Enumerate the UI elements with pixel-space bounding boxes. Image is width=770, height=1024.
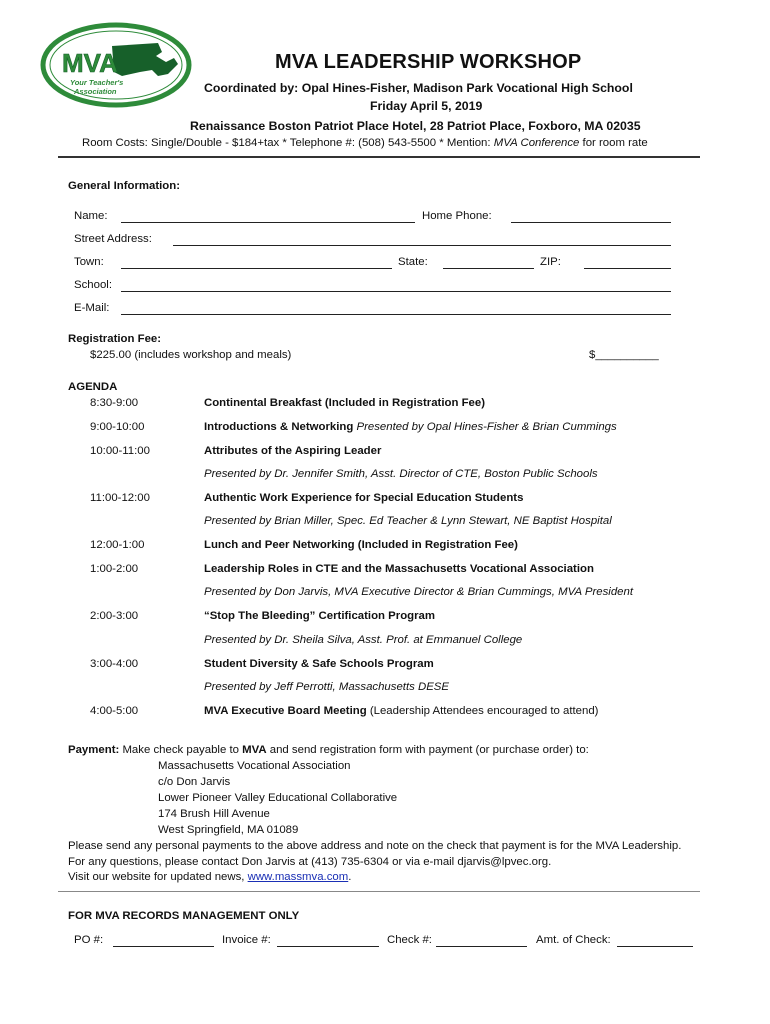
invoice-label: Invoice #: xyxy=(222,934,271,946)
school-label: School: xyxy=(74,279,112,291)
registration-heading: Registration Fee: xyxy=(68,333,162,345)
street-field[interactable] xyxy=(173,245,671,246)
state-label: State: xyxy=(398,256,428,268)
logo-tagline-1: Your Teacher's xyxy=(70,78,124,87)
home-phone-field[interactable] xyxy=(511,222,671,223)
agenda-heading: AGENDA xyxy=(68,381,118,393)
event-date: Friday April 5, 2019 xyxy=(370,99,483,113)
address-line: Lower Pioneer Valley Educational Collaborative xyxy=(158,792,398,804)
agenda-time: 1:00-2:00 xyxy=(90,563,139,575)
payment-line: Payment: Make check payable to MVA and send registration form with payment (or purchase order) to: xyxy=(68,744,589,756)
agenda-title: Attributes of the Aspiring Leader xyxy=(204,445,382,457)
venue: Renaissance Boston Patriot Place Hotel, 28 Patriot Place, Foxboro, MA 02035 xyxy=(190,119,641,133)
agenda-time: 8:30-9:00 xyxy=(90,397,139,409)
massachusetts-shape-icon xyxy=(112,43,178,76)
payment-note: Please send any personal payments to the above address and note on the check that payment is for the MVA Leadership. xyxy=(68,840,682,852)
agenda-time: 2:00-3:00 xyxy=(90,610,139,622)
logo-text: MVA xyxy=(62,48,118,78)
zip-field[interactable] xyxy=(584,268,671,269)
general-heading: General Information: xyxy=(68,180,181,192)
agenda-presenter: Presented by Dr. Jennifer Smith, Asst. Director of CTE, Boston Public Schools xyxy=(204,468,598,480)
agenda-title: Lunch and Peer Networking (Included in Registration Fee) xyxy=(204,539,518,551)
website-line: Visit our website for updated news, www.massmva.com. xyxy=(68,871,352,883)
check-field[interactable] xyxy=(436,946,527,947)
agenda-title: Leadership Roles in CTE and the Massachusetts Vocational Association xyxy=(204,563,594,575)
agenda-time: 10:00-11:00 xyxy=(90,445,150,457)
address-line: 174 Brush Hill Avenue xyxy=(158,808,270,820)
page-title: MVA LEADERSHIP WORKSHOP xyxy=(275,51,582,73)
invoice-field[interactable] xyxy=(277,946,379,947)
name-field[interactable] xyxy=(121,222,415,223)
amount-label: Amt. of Check: xyxy=(536,934,611,946)
agenda-presenter: Presented by Brian Miller, Spec. Ed Teacher & Lynn Stewart, NE Baptist Hospital xyxy=(204,515,612,527)
po-label: PO #: xyxy=(74,934,104,946)
questions-contact: For any questions, please contact Don Jarvis at (413) 735-6304 or via e-mail djarvis@lpvec.org. xyxy=(68,856,552,868)
registration-fee: $225.00 (includes workshop and meals) xyxy=(90,349,292,361)
school-field[interactable] xyxy=(121,291,671,292)
state-field[interactable] xyxy=(443,268,534,269)
agenda-presenter: Presented by Dr. Sheila Silva, Asst. Prof. at Emmanuel College xyxy=(204,634,523,646)
address-line: West Springfield, MA 01089 xyxy=(158,824,299,836)
agenda-time: 11:00-12:00 xyxy=(90,492,150,504)
agenda-note: (Leadership Attendees encouraged to attend) xyxy=(366,705,599,717)
agenda-title: Continental Breakfast (Included in Registration Fee) xyxy=(204,397,486,409)
logo-tagline-2: Association xyxy=(74,87,117,96)
agenda-title: MVA Executive Board Meeting xyxy=(204,705,367,717)
street-label: Street Address: xyxy=(74,233,152,245)
agenda-time: 9:00-10:00 xyxy=(90,421,145,433)
agenda-presenter: Presented by Opal Hines-Fisher & Brian Cummings xyxy=(353,421,617,433)
coordinator: Coordinated by: Opal Hines-Fisher, Madison Park Vocational High School xyxy=(204,81,633,95)
name-label: Name: xyxy=(74,210,108,222)
records-heading: FOR MVA RECORDS MANAGEMENT ONLY xyxy=(68,910,300,922)
website-link[interactable]: www.massmva.com xyxy=(247,871,349,883)
home-phone-label: Home Phone: xyxy=(422,210,492,222)
po-field[interactable] xyxy=(113,946,214,947)
agenda-time: 3:00-4:00 xyxy=(90,658,139,670)
email-label: E-Mail: xyxy=(74,302,110,314)
agenda-title: “Stop The Bleeding” Certification Program xyxy=(204,610,435,622)
email-field[interactable] xyxy=(121,314,671,315)
agenda-title: Authentic Work Experience for Special Education Students xyxy=(204,492,524,504)
mva-logo xyxy=(40,22,192,108)
agenda-presenter: Presented by Jeff Perrotti, Massachusetts DESE xyxy=(204,681,450,693)
records-divider xyxy=(58,891,700,892)
town-label: Town: xyxy=(74,256,104,268)
town-field[interactable] xyxy=(121,268,392,269)
address-line: Massachusetts Vocational Association xyxy=(158,760,351,772)
agenda-time: 12:00-1:00 xyxy=(90,539,145,551)
agenda-item xyxy=(204,705,598,717)
agenda-time: 4:00-5:00 xyxy=(90,705,139,717)
room-costs: Room Costs: Single/Double - $184+tax * Telephone #: (508) 543-5500 * Mention: MVA Conference for room rate xyxy=(82,137,648,149)
agenda-title: Introductions & Networking xyxy=(204,421,354,433)
address-line: c/o Don Jarvis xyxy=(158,776,231,788)
header-divider xyxy=(58,156,700,158)
amount-field[interactable] xyxy=(617,946,693,947)
zip-label: ZIP: xyxy=(540,256,561,268)
check-label: Check #: xyxy=(387,934,432,946)
registration-amount-field[interactable]: $__________ xyxy=(589,349,659,361)
agenda-title: Student Diversity & Safe Schools Program xyxy=(204,658,434,670)
agenda-item xyxy=(204,421,617,433)
agenda-presenter: Presented by Don Jarvis, MVA Executive Director & Brian Cummings, MVA President xyxy=(204,586,633,598)
